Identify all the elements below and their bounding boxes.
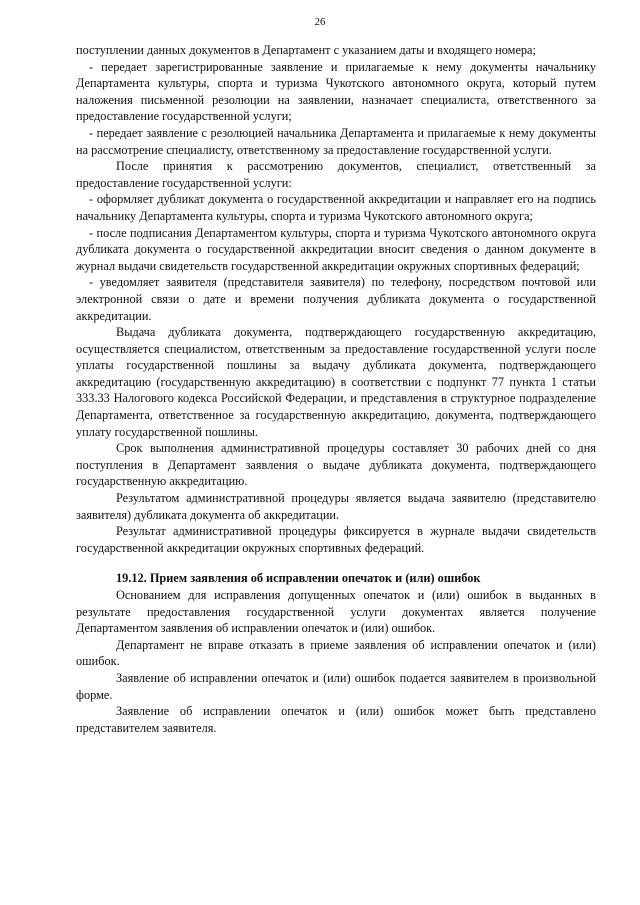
- paragraph: Выдача дубликата документа, подтверждающего государственную аккредитацию, осуществляется специалистом, ответственным за предоставление государственной услуги после уплаты государственной пошлины за выдачу дубликата документа, подтверждающего аккредитацию (государственную аккредитацию) в соответствии с подпункт 77 пункта 1 статьи 333.33 Налогового кодекса Российской Федерации, и представления в структурное подразделение Департамента, ответственное за государственную аккредитацию, документа, подтверждающего уплату государственной пошлины.: [76, 325, 596, 439]
- list-item: - уведомляет заявителя (представителя заявителя) по телефону, посредством почтовой или электронной связи о дате и времени получения дубликата документа о государственной аккредитации.: [76, 275, 596, 323]
- paragraph: Основанием для исправления допущенных опечаток и (или) ошибок в выданных в результате предоставления государственной услуги документах является получение Департаментом заявления об исправлении опечаток и (или) ошибок.: [76, 588, 596, 636]
- paragraph: Заявление об исправлении опечаток и (или) ошибок подается заявителем в произвольной форме.: [76, 670, 596, 702]
- paragraph: Заявление об исправлении опечаток и (или) ошибок может быть представлено представителем заявителя.: [76, 704, 596, 735]
- paragraph: Срок выполнения административной процедуры составляет 30 рабочих дней со дня поступления в Департамент заявления о выдаче дубликата документа, подтверждающего государственную аккредитацию.: [76, 441, 596, 489]
- list-item: - после подписания Департаментом культуры, спорта и туризма Чукотского автономного округа дубликата документа о государственной аккредитации вносит сведения о данном документе в журнал выдачи свидетельств государственной аккредитации окружных спортивных федераций;: [76, 225, 596, 273]
- paragraph: Результатом административной процедуры является выдача заявителю (представителю заявителя) дубликата документа об аккредитации.: [76, 491, 596, 522]
- list-item: - оформляет дубликат документа о государственной аккредитации и направляет его на подпись начальнику Департамента культуры, спорта и туризма Чукотского автономного округа;: [76, 192, 596, 223]
- paragraph: поступлении данных документов в Департамент с указанием даты и входящего номера;: [76, 43, 536, 57]
- paragraph: Департамент не вправе отказать в приеме заявления об исправлении опечаток и (или) ошибок.: [76, 637, 596, 669]
- list-item: - передает зарегистрированные заявление и прилагаемые к нему документы начальнику Департамента культуры, спорта и туризма Чукотского автономного округа, который путем наложения письменной резолюции на заявлении, назначает специалиста, ответственного за предоставление государственной услуги;: [76, 59, 596, 124]
- page-number: 26: [314, 16, 326, 28]
- paragraph: После принятия к рассмотрению документов, специалист, ответственный за предоставление государственной услуги:: [76, 159, 596, 190]
- list-item: - передает заявление с резолюцией начальника Департамента и прилагаемые к нему документы на рассмотрение специалисту, ответственному за предоставление государственной услуги.: [76, 125, 596, 157]
- section-heading: 19.12. Прием заявления об исправлении опечаток и (или) ошибок: [116, 571, 481, 586]
- paragraph: Результат административной процедуры фиксируется в журнале выдачи свидетельств государственной аккредитации окружных спортивных федераций.: [76, 524, 596, 555]
- document-body: [76, 42, 596, 736]
